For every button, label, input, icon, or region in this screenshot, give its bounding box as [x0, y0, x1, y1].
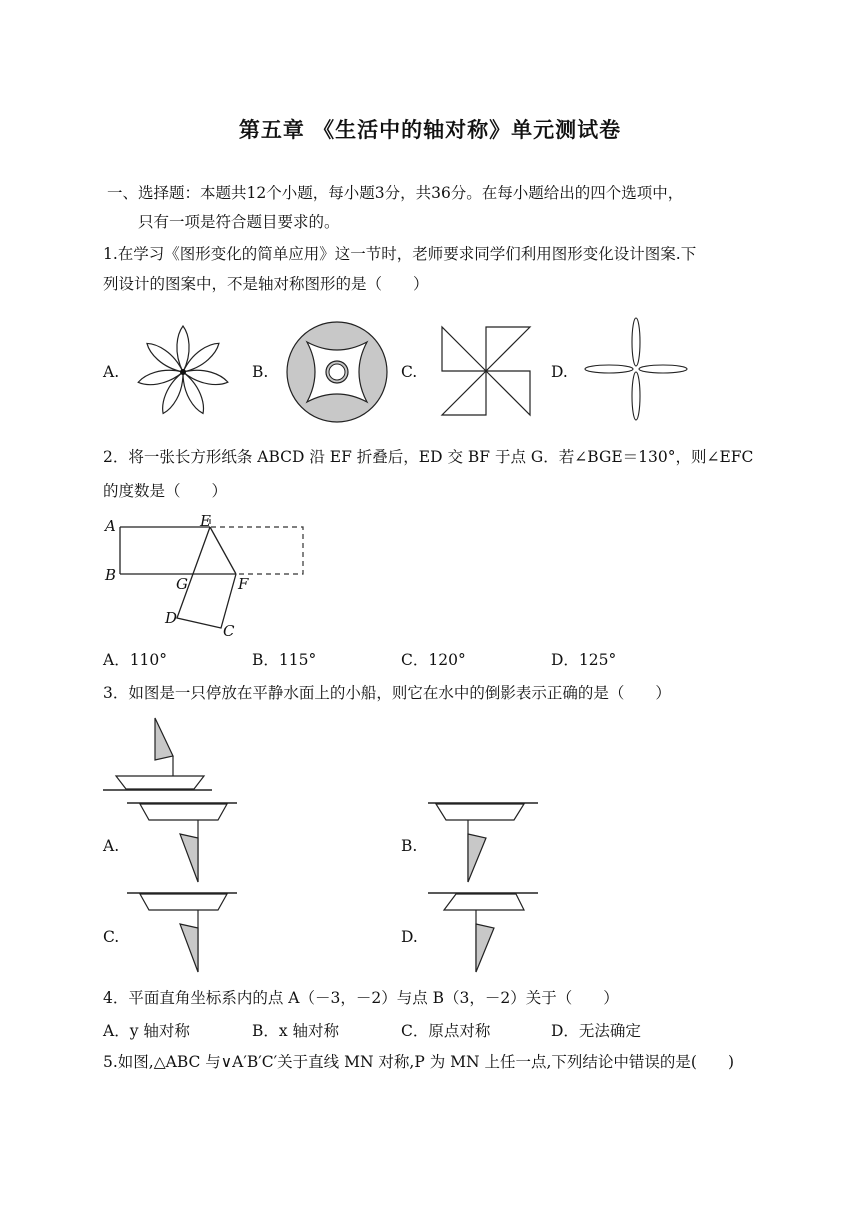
question-2-line2: 的度数是（ ） — [103, 482, 228, 500]
point-label-b: B — [105, 566, 117, 584]
reflection-b-figure — [426, 798, 541, 888]
q3-option-b-label: B. — [401, 837, 418, 855]
question-3-line1: 3．如图是一只停放在平静水面上的小船，则它在水中的倒影表示正确的是（ ） — [103, 684, 671, 702]
point-label-c: C — [223, 622, 235, 640]
q1-option-d-label: D. — [551, 363, 568, 381]
question-2-line1: 2．将一张长方形纸条 ABCD 沿 EF 折叠后，ED 交 BF 于点 G．若∠BGE＝130°，则∠EFC — [103, 448, 754, 466]
q1-option-c-label: C. — [401, 363, 418, 381]
point-label-f: F — [238, 575, 249, 593]
q3-option-c-label: C. — [103, 928, 120, 946]
question-4-line1: 4．平面直角坐标系内的点 A（－3，－2）与点 B（3，－2）关于（ ） — [103, 989, 619, 1007]
section-instructions-line1: 一、选择题：本题共12个小题，每小题3分，共36分。在每小题给出的四个选项中， — [107, 184, 684, 202]
q1-option-a-label: A. — [103, 363, 120, 381]
reflection-c-figure — [125, 888, 240, 978]
q2-option-a: A．110° — [103, 651, 168, 669]
q3-option-d-label: D. — [401, 928, 418, 946]
q2-option-b: B．115° — [252, 651, 317, 669]
pinwheel-figure — [438, 326, 534, 416]
boat-figure — [100, 712, 220, 796]
point-label-d: D — [165, 609, 178, 627]
point-label-g: G — [176, 575, 188, 593]
flower-figure — [135, 322, 231, 418]
disc-star-figure — [285, 320, 389, 424]
q3-option-a-label: A. — [103, 837, 120, 855]
q4-option-b: B．x 轴对称 — [252, 1022, 340, 1040]
reflection-a-figure — [125, 798, 240, 888]
point-label-a: A — [105, 517, 116, 535]
q2-option-c: C．120° — [401, 651, 466, 669]
page-title: 第五章 《生活中的轴对称》单元测试卷 — [238, 117, 622, 142]
question-1-line1: 1.在学习《图形变化的简单应用》这一节时，老师要求同学们利用图形变化设计图案.下 — [103, 245, 697, 263]
q1-option-b-label: B. — [252, 363, 269, 381]
q2-option-d: D．125° — [551, 651, 617, 669]
question-5-line1: 5.如图,△ABC 与∨A′B′C′关于直线 MN 对称,P 为 MN 上任一点,下列结论中错误的是( ) — [103, 1053, 735, 1071]
q4-option-a: A．y 轴对称 — [103, 1022, 190, 1040]
point-label-e: E — [200, 512, 211, 530]
q4-option-d: D．无法确定 — [551, 1022, 641, 1040]
question-1-line2: 列设计的图案中，不是轴对称图形的是（ ） — [103, 275, 429, 293]
q4-option-c: C．原点对称 — [401, 1022, 491, 1040]
section-instructions-line2: 只有一项是符合题目要求的。 — [138, 213, 340, 231]
four-ellipses-figure — [583, 316, 689, 422]
reflection-d-figure — [426, 888, 541, 978]
